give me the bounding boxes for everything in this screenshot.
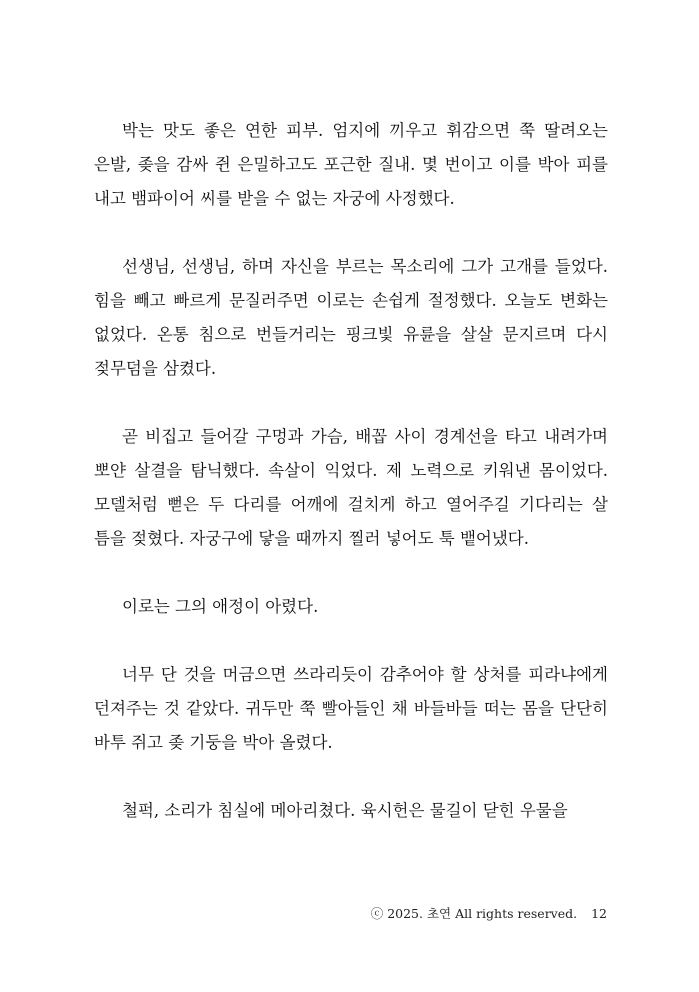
page-footer [371, 904, 607, 922]
paragraph: 곧 비집고 들어갈 구멍과 가슴, 배꼽 사이 경계선을 타고 내려가며 뽀얀 살결을 탐닉했다. 속살이 익었다. 제 노력으로 키워낸 몸이었다. 모델처럼 뻗은 두 다리를 어깨에 걸치게 하고 열어주길 기다리는 살 틈을 젖혔다. 자궁구에 닿을 때까지 찔러 넣어도 툭 뱉어냈다. [94, 427, 608, 548]
paragraph: 박는 맛도 좋은 연한 피부. 엄지에 끼우고 휘감으면 쭉 딸려오는 은발, 좆을 감싸 쥔 은밀하고도 포근한 질내. 몇 번이고 이를 박아 피를 내고 뱀파이어 씨를 받을 수 없는 자궁에 사정했다. [94, 121, 608, 208]
paragraph: 철퍽, 소리가 침실에 메아리쳤다. 육시헌은 물길이 닫힌 우물을 [122, 801, 568, 820]
paragraph: 너무 단 것을 머금으면 쓰라리듯이 감추어야 할 상처를 피라냐에게 던져주는 것 같았다. 귀두만 쭉 빨아들인 채 바들바들 떠는 몸을 단단히 바투 쥐고 좆 기둥을 박아 올렸다. [94, 665, 608, 752]
page-number: 12 [591, 906, 607, 921]
paragraph: 이로는 그의 애정이 아렸다. [122, 597, 319, 616]
body-text [94, 114, 608, 862]
paragraph: 선생님, 선생님, 하며 자신을 부르는 목소리에 그가 고개를 들었다. 힘을 빼고 빠르게 문질러주면 이로는 손쉽게 절정했다. 오늘도 변화는 없었다. 온통 침으로 번들거리는 핑크빛 유륜을 살살 문지르며 다시 젖무덤을 삼켰다. [94, 257, 608, 378]
copyright-notice: ⓒ 2025. 초연 All rights reserved. [370, 906, 578, 921]
